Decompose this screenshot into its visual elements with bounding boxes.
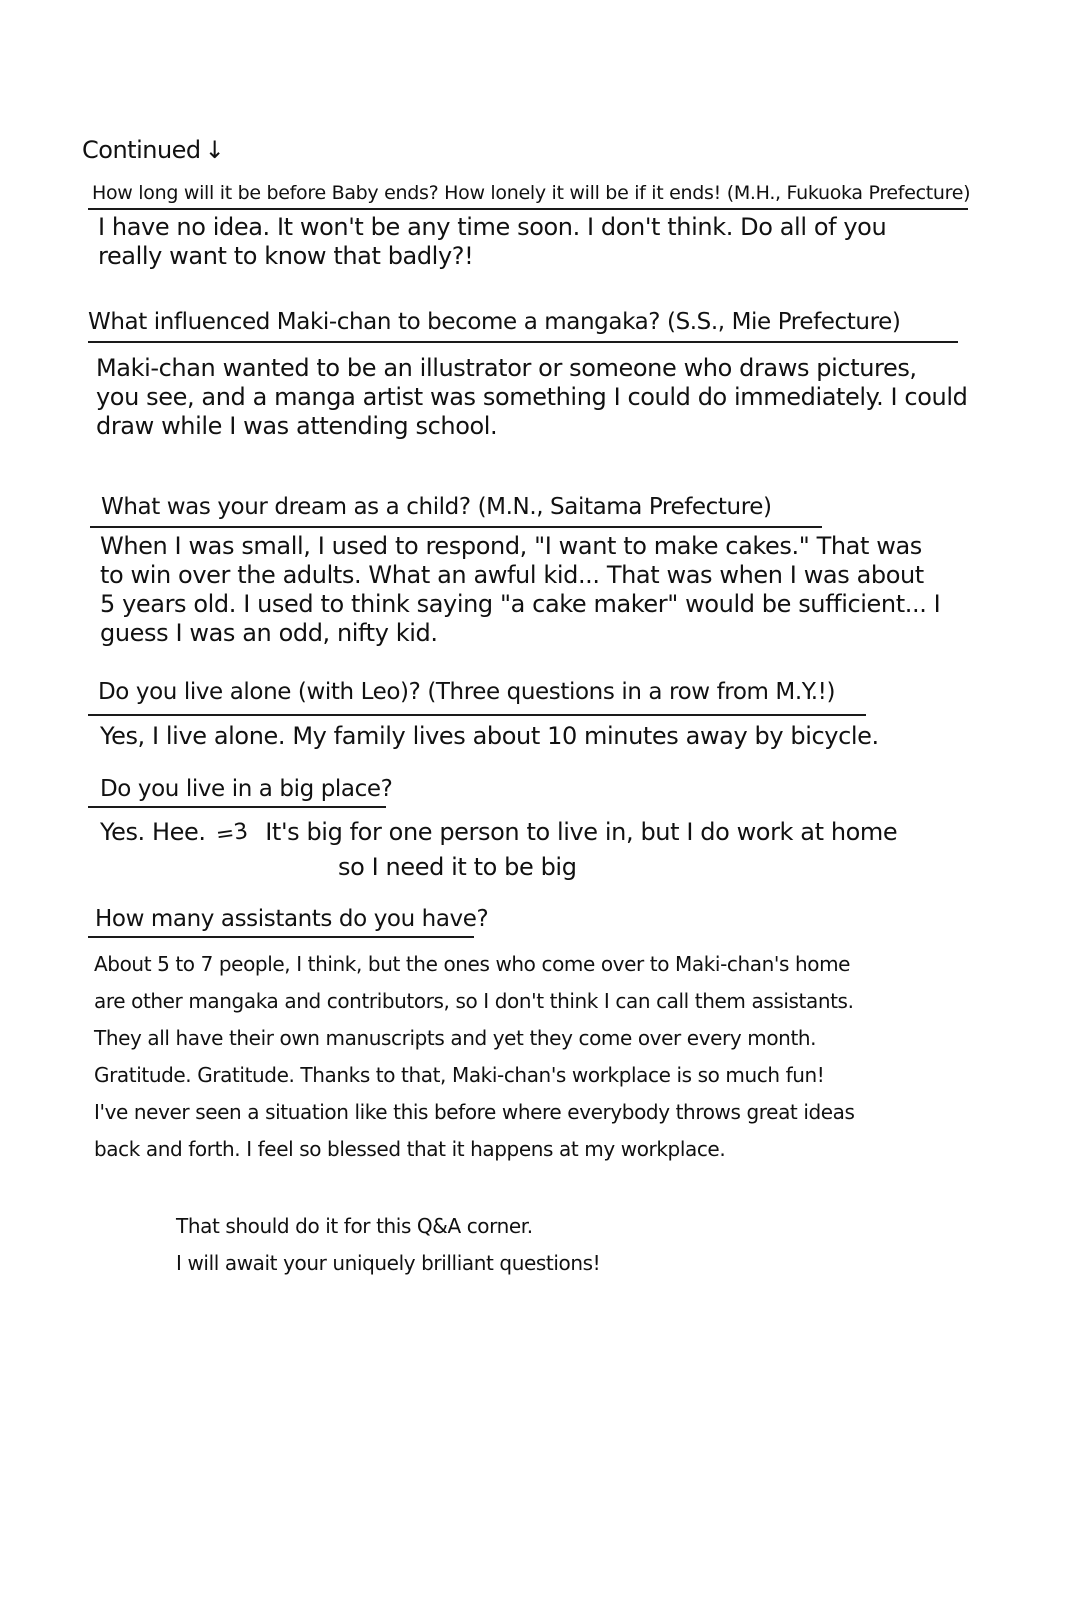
answer-5-rest: It's big for one person to live in, but I do work at home (265, 818, 898, 846)
answer-3-line-4: guess I was an odd, nifty kid. (100, 619, 438, 647)
closing-line-2: I will await your uniquely brilliant questions! (176, 1251, 601, 1275)
answer-5-start: Yes. Hee. (100, 818, 206, 846)
question-3-underline (90, 526, 822, 528)
answer-6 (94, 946, 855, 1168)
answer-2-line-1: Maki-chan wanted to be an illustrator or someone who draws pictures, (96, 354, 917, 382)
answer-6-line-3: They all have their own manuscripts and yet they come over every month. (94, 1026, 817, 1050)
question-5-underline (88, 806, 386, 808)
closing-line-1: That should do it for this Q&A corner. (176, 1214, 533, 1238)
answer-4-line-1: Yes, I live alone. My family lives about 10 minutes away by bicycle. (100, 722, 879, 750)
answer-2-line-2: you see, and a manga artist was something I could do immediately. I could (96, 383, 968, 411)
question-2: What influenced Maki-chan to become a mangaka? (S.S., Mie Prefecture) (88, 309, 901, 335)
answer-3-line-3: 5 years old. I used to think saying "a cake maker" would be sufficient... I (100, 590, 941, 618)
question-2-underline (88, 341, 958, 343)
answer-6-line-2: are other mangaka and contributors, so I don't think I can call them assistants. (94, 989, 854, 1013)
question-4-underline (88, 714, 866, 716)
answer-6-line-1: About 5 to 7 people, I think, but the ones who come over to Maki-chan's home (94, 952, 851, 976)
closing (176, 1208, 600, 1282)
question-5: Do you live in a big place? (100, 776, 393, 802)
answer-5-line-1 (100, 818, 897, 848)
squiggle-icon: =3 (214, 818, 249, 849)
question-1-underline (88, 208, 968, 210)
continued-label (82, 136, 224, 164)
answer-4 (100, 722, 879, 751)
question-6: How many assistants do you have? (95, 906, 489, 932)
answer-2 (96, 354, 967, 441)
answer-1-line-2: really want to know that badly?! (98, 242, 474, 270)
answer-5-line-2: so I need it to be big (338, 853, 577, 881)
arrow-down-icon: ↓ (204, 136, 225, 164)
question-4: Do you live alone (with Leo)? (Three questions in a row from M.Y.!) (98, 679, 836, 705)
answer-3-line-1: When I was small, I used to respond, "I want to make cakes." That was (100, 532, 922, 560)
answer-1-line-1: I have no idea. It won't be any time soon. I don't think. Do all of you (98, 213, 887, 241)
question-1: How long will it be before Baby ends? How lonely it will be if it ends! (M.H., Fukuoka Prefecture) (92, 182, 971, 204)
answer-6-line-4: Gratitude. Gratitude. Thanks to that, Maki-chan's workplace is so much fun! (94, 1063, 825, 1087)
question-6-underline (88, 936, 474, 938)
answer-2-line-3: draw while I was attending school. (96, 412, 498, 440)
answer-6-line-6: back and forth. I feel so blessed that it happens at my workplace. (94, 1137, 726, 1161)
continued-text: Continued (82, 136, 201, 164)
answer-1 (98, 213, 886, 271)
answer-3 (100, 532, 940, 648)
answer-6-line-5: I've never seen a situation like this before where everybody throws great ideas (94, 1100, 855, 1124)
question-3: What was your dream as a child? (M.N., Saitama Prefecture) (101, 494, 772, 520)
answer-3-line-2: to win over the adults. What an awful kid... That was when I was about (100, 561, 924, 589)
